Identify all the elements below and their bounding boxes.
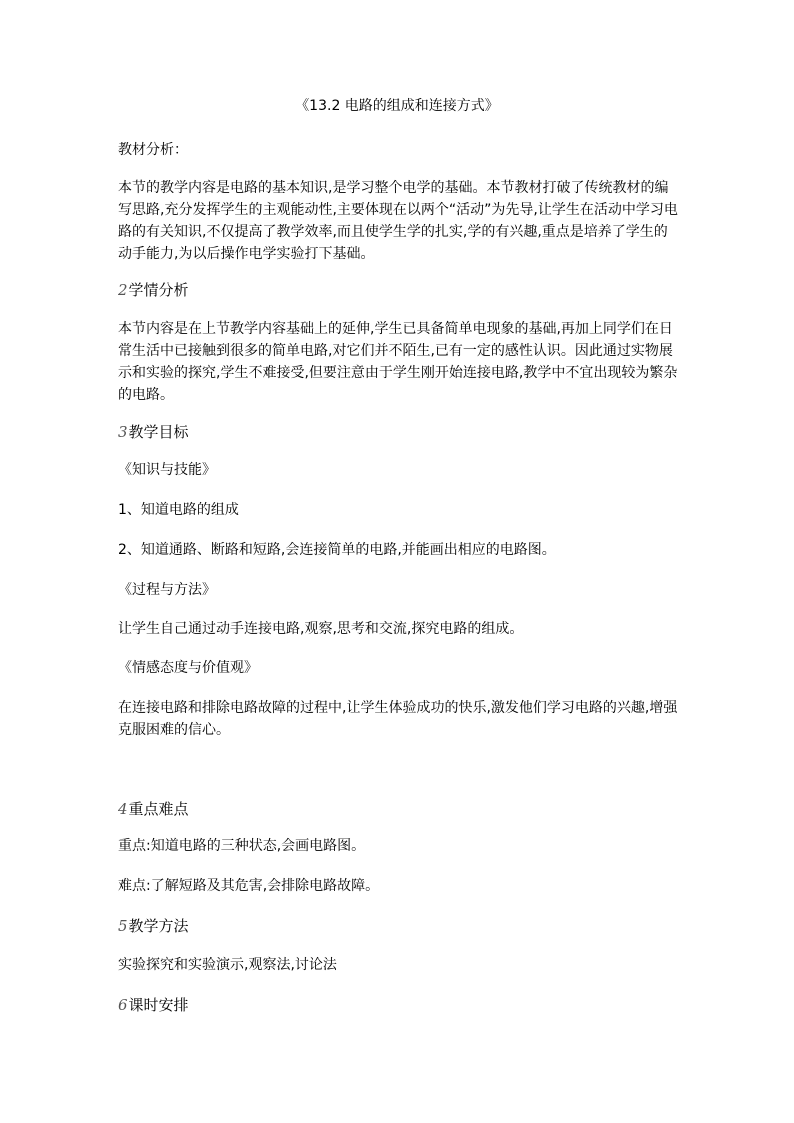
- difficult-point-text: 难点:了解短路及其危害,会排除电路故障。: [118, 878, 380, 894]
- section-label-textbook-analysis: 教材分析：: [118, 142, 188, 158]
- goal-heading-process-methods: 《过程与方法》: [118, 582, 216, 598]
- goal-heading-attitudes-values: 《情感态度与价值观》: [118, 660, 258, 676]
- goal-item-2: 2、知道通路、断路和短路,会连接简单的电路,并能画出相应的电路图。: [118, 542, 556, 558]
- section-heading-text: 学情分析: [128, 281, 189, 299]
- teaching-methods-text: 实验探究和实验演示,观察法,讨论法: [118, 957, 337, 973]
- section-heading-key-difficult-points: [118, 798, 189, 820]
- goal-item-1: 1、知道电路的组成: [118, 502, 239, 518]
- key-point-text: 重点:知道电路的三种状态,会画电路图。: [118, 838, 366, 854]
- student-analysis-paragraph: 本节内容是在上节教学内容基础上的延伸,学生已具备简单电现象的基础,再加上同学们在日常生活中已接触到很多的简单电路,对它们并不陌生,已有一定的感性认识。因此通过实物展示和实验的探究,学生不难接受,但要注意由于学生刚开始连接电路,教学中不宜出现较为繁杂的电路。: [118, 321, 678, 403]
- section-number: 5: [118, 917, 128, 935]
- goal-heading-knowledge-skills: 《知识与技能》: [118, 462, 216, 478]
- process-methods-text: 让学生自己通过动手连接电路,观察,思考和交流,探究电路的组成。: [118, 621, 524, 637]
- section-heading-text: 重点难点: [128, 800, 189, 818]
- section-number: 4: [118, 800, 128, 818]
- section-heading-student-analysis: [118, 279, 189, 301]
- section-heading-class-schedule: [118, 994, 189, 1016]
- section-heading-text: 教学目标: [128, 423, 189, 441]
- attitudes-values-paragraph: 在连接电路和排除电路故障的过程中,让学生体验成功的快乐,激发他们学习电路的兴趣,增强克服困难的信心。: [118, 700, 678, 738]
- section-number: 6: [118, 996, 128, 1014]
- document-title: 《13.2 电路的组成和连接方式》: [295, 98, 499, 114]
- section-heading-teaching-methods: [118, 915, 189, 937]
- section-heading-text: 教学方法: [128, 917, 189, 935]
- textbook-analysis-paragraph: 本节的教学内容是电路的基本知识,是学习整个电学的基础。本节教材打破了传统教材的编写思路,充分发挥学生的主观能动性,主要体现在以两个“活动”为先导,让学生在活动中学习电路的有关知识,不仅提高了教学效率,而且使学生学的扎实,学的有兴趣,重点是培养了学生的动手能力,为以后操作电学实验打下基础。: [118, 180, 678, 262]
- section-heading-text: 课时安排: [128, 996, 189, 1014]
- section-heading-teaching-goals: [118, 421, 189, 443]
- section-number: 3: [118, 423, 128, 441]
- section-number: 2: [118, 281, 128, 299]
